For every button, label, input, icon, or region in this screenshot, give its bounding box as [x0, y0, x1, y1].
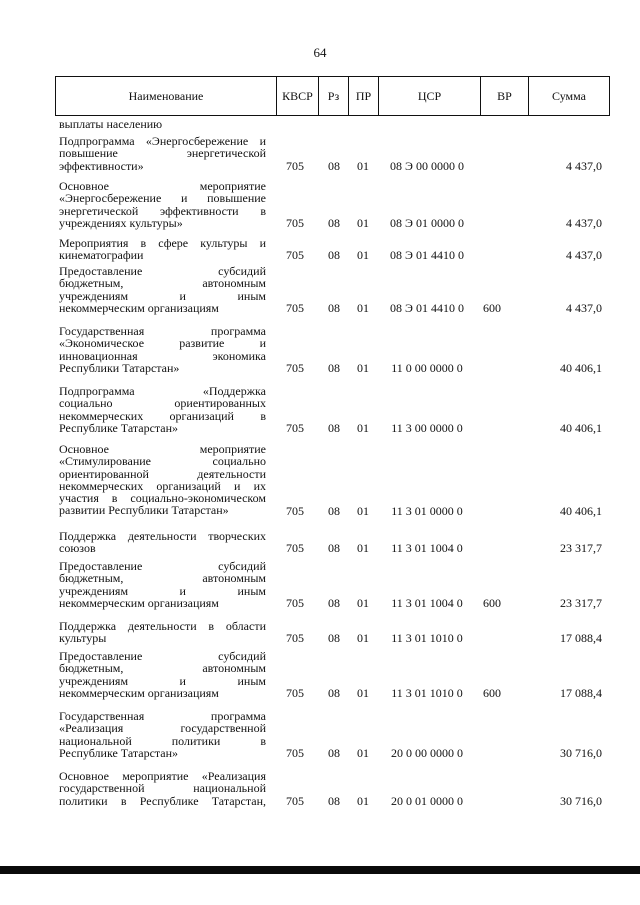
row-name-line: кинематографии	[59, 248, 144, 263]
table-row	[0, 770, 640, 807]
row-pr: 01	[357, 420, 369, 435]
row-name	[59, 237, 266, 262]
row-name	[59, 530, 266, 555]
row-rz: 08	[328, 420, 340, 435]
row-csr: 11 3 01 0000 0	[391, 503, 463, 518]
row-name	[59, 770, 266, 807]
row-name-line: некоммерческих организаций и их	[59, 478, 266, 493]
table-row	[0, 385, 640, 434]
row-name-line: культуры	[59, 631, 107, 646]
row-name-line: «Реализация государственной	[59, 721, 266, 736]
row-name-line: бюджетным, автономным	[59, 276, 266, 291]
row-rz: 08	[328, 158, 340, 173]
row-name-line: Предоставление субсидий	[59, 264, 266, 278]
row-name-line: повышение энергетической	[59, 146, 266, 161]
row-vr: 600	[483, 300, 501, 315]
row-name-line: социально ориентированных	[59, 396, 266, 411]
row-pr: 01	[357, 595, 369, 610]
row-kvsr: 705	[286, 541, 304, 556]
row-name-line: некоммерческим организациям	[59, 595, 219, 610]
row-sum: 4 437,0	[566, 158, 602, 173]
row-pr: 01	[357, 685, 369, 700]
header-sum: Сумма	[552, 89, 586, 103]
row-csr: 08 Э 01 0000 0	[390, 215, 464, 230]
row-pr: 01	[357, 793, 369, 808]
header-csr: ЦСР	[379, 77, 481, 115]
row-sum: 17 088,4	[560, 685, 602, 700]
row-pr: 01	[357, 360, 369, 375]
table-row	[0, 135, 640, 172]
row-rz: 08	[328, 503, 340, 518]
row-name-line: бюджетным, автономным	[59, 661, 266, 676]
row-sum: 40 406,1	[560, 503, 602, 518]
row-name-line: Основное мероприятие «Реализация	[59, 769, 266, 783]
row-sum: 30 716,0	[560, 745, 602, 760]
row-name-line: энергетической эффективности в	[59, 203, 266, 218]
row-name-line: союзов	[59, 541, 96, 556]
row-sum: 4 437,0	[566, 215, 602, 230]
row-name-line: национальной политики в	[59, 733, 266, 748]
table-row	[0, 530, 640, 555]
row-name-line: развитии Республики Татарстан»	[59, 503, 229, 518]
row-kvsr: 705	[286, 300, 304, 315]
table-row	[0, 325, 640, 374]
row-name	[59, 443, 266, 517]
table-row	[0, 118, 640, 130]
row-kvsr: 705	[286, 595, 304, 610]
row-name-line: учреждениям и иным	[59, 288, 266, 303]
row-rz: 08	[328, 541, 340, 556]
row-name-line: государственной национальной	[59, 781, 266, 796]
row-kvsr: 705	[286, 215, 304, 230]
row-name	[59, 710, 266, 759]
row-rz: 08	[328, 300, 340, 315]
table-row	[0, 620, 640, 645]
row-rz: 08	[328, 215, 340, 230]
row-name-line: участия в социально-экономическом	[59, 491, 266, 506]
row-name-line: Республике Татарстан»	[59, 745, 179, 760]
row-kvsr: 705	[286, 793, 304, 808]
row-rz: 08	[328, 745, 340, 760]
row-name-line: инновационная экономика	[59, 348, 266, 363]
table-row	[0, 560, 640, 609]
header-kvsr: КВСР	[277, 77, 319, 115]
row-kvsr: 705	[286, 503, 304, 518]
row-csr: 20 0 01 0000 0	[391, 793, 463, 808]
row-pr: 01	[357, 300, 369, 315]
table-row	[0, 443, 640, 517]
row-pr: 01	[357, 503, 369, 518]
row-rz: 08	[328, 595, 340, 610]
row-name	[59, 650, 266, 699]
row-name-line: Государственная программа	[59, 709, 266, 723]
row-rz: 08	[328, 360, 340, 375]
row-name-line: Подпрограмма «Энергосбережение и	[59, 134, 266, 148]
row-name	[59, 620, 266, 645]
table-row	[0, 710, 640, 759]
row-name-line: ориентированной деятельности	[59, 466, 266, 481]
row-csr: 11 3 01 1004 0	[391, 595, 463, 610]
row-kvsr: 705	[286, 420, 304, 435]
row-name	[59, 325, 266, 374]
row-pr: 01	[357, 158, 369, 173]
table-row	[0, 265, 640, 314]
row-name-line: Предоставление субсидий	[59, 649, 266, 663]
row-name-line: учреждениях культуры»	[59, 215, 183, 230]
row-rz: 08	[328, 631, 340, 646]
row-rz: 08	[328, 685, 340, 700]
row-csr: 11 3 01 1010 0	[391, 631, 463, 646]
row-pr: 01	[357, 541, 369, 556]
row-name-line: «Стимулирование социально	[59, 454, 266, 469]
row-csr: 08 Э 01 4410 0	[390, 248, 464, 263]
row-name-line: Поддержка деятельности творческих	[59, 529, 266, 543]
row-name-line: бюджетным, автономным	[59, 571, 266, 586]
row-rz: 08	[328, 793, 340, 808]
row-name	[59, 180, 266, 229]
header-pr: ПР	[349, 77, 379, 115]
page-bottom-bar	[0, 866, 640, 874]
row-sum: 30 716,0	[560, 793, 602, 808]
row-name-line: Мероприятия в сфере культуры и	[59, 236, 266, 250]
row-kvsr: 705	[286, 158, 304, 173]
row-pr: 01	[357, 631, 369, 646]
row-csr: 11 0 00 0000 0	[391, 360, 463, 375]
row-csr: 08 Э 01 4410 0	[390, 300, 464, 315]
header-vr: ВР	[481, 77, 529, 115]
row-kvsr: 705	[286, 745, 304, 760]
row-csr: 11 3 00 0000 0	[391, 420, 463, 435]
row-sum: 4 437,0	[566, 300, 602, 315]
row-name-line: выплаты населению	[59, 117, 163, 131]
row-kvsr: 705	[286, 631, 304, 646]
row-name-line: «Экономическое развитие и	[59, 336, 266, 351]
row-name	[59, 265, 266, 314]
row-pr: 01	[357, 215, 369, 230]
row-name-line: учреждениям и иным	[59, 583, 266, 598]
header-name: Наименование	[56, 77, 277, 115]
row-vr: 600	[483, 595, 501, 610]
row-sum: 17 088,4	[560, 631, 602, 646]
row-pr: 01	[357, 248, 369, 263]
row-name-line: Подпрограмма «Поддержка	[59, 384, 266, 398]
row-csr: 08 Э 00 0000 0	[390, 158, 464, 173]
row-pr: 01	[357, 745, 369, 760]
row-name-line: Государственная программа	[59, 324, 266, 338]
header-rz: Рз	[319, 77, 349, 115]
row-name-line: Предоставление субсидий	[59, 559, 266, 573]
row-name	[59, 385, 266, 434]
table-header	[55, 76, 610, 116]
row-sum: 40 406,1	[560, 360, 602, 375]
row-rz: 08	[328, 248, 340, 263]
row-vr: 600	[483, 685, 501, 700]
table-row	[0, 180, 640, 229]
row-sum: 23 317,7	[560, 541, 602, 556]
row-name-line: Республики Татарстан»	[59, 360, 180, 375]
row-name	[59, 135, 266, 172]
row-name-line: Республике Татарстан»	[59, 420, 179, 435]
table-row	[0, 650, 640, 699]
row-name-line: «Энергосбережение и повышение	[59, 191, 266, 206]
row-name-line: некоммерческим организациям	[59, 685, 219, 700]
row-name-line: эффективности»	[59, 158, 144, 173]
row-name-line: некоммерческим организациям	[59, 300, 219, 315]
row-sum: 23 317,7	[560, 595, 602, 610]
table-row	[0, 237, 640, 262]
row-name-line: Основное мероприятие	[59, 442, 266, 456]
row-sum: 4 437,0	[566, 248, 602, 263]
row-name-line: некоммерческих организаций в	[59, 408, 266, 423]
row-name-line: учреждениям и иным	[59, 673, 266, 688]
row-csr: 11 3 01 1004 0	[391, 541, 463, 556]
row-csr: 11 3 01 1010 0	[391, 685, 463, 700]
row-name-line: политики в Республике Татарстан,	[59, 793, 266, 808]
row-name	[59, 118, 266, 130]
row-csr: 20 0 00 0000 0	[391, 745, 463, 760]
row-name-line: Основное мероприятие	[59, 179, 266, 193]
row-sum: 40 406,1	[560, 420, 602, 435]
row-kvsr: 705	[286, 685, 304, 700]
row-kvsr: 705	[286, 360, 304, 375]
row-name-line: Поддержка деятельности в области	[59, 619, 266, 633]
row-kvsr: 705	[286, 248, 304, 263]
row-name	[59, 560, 266, 609]
page-number: 64	[313, 45, 327, 60]
